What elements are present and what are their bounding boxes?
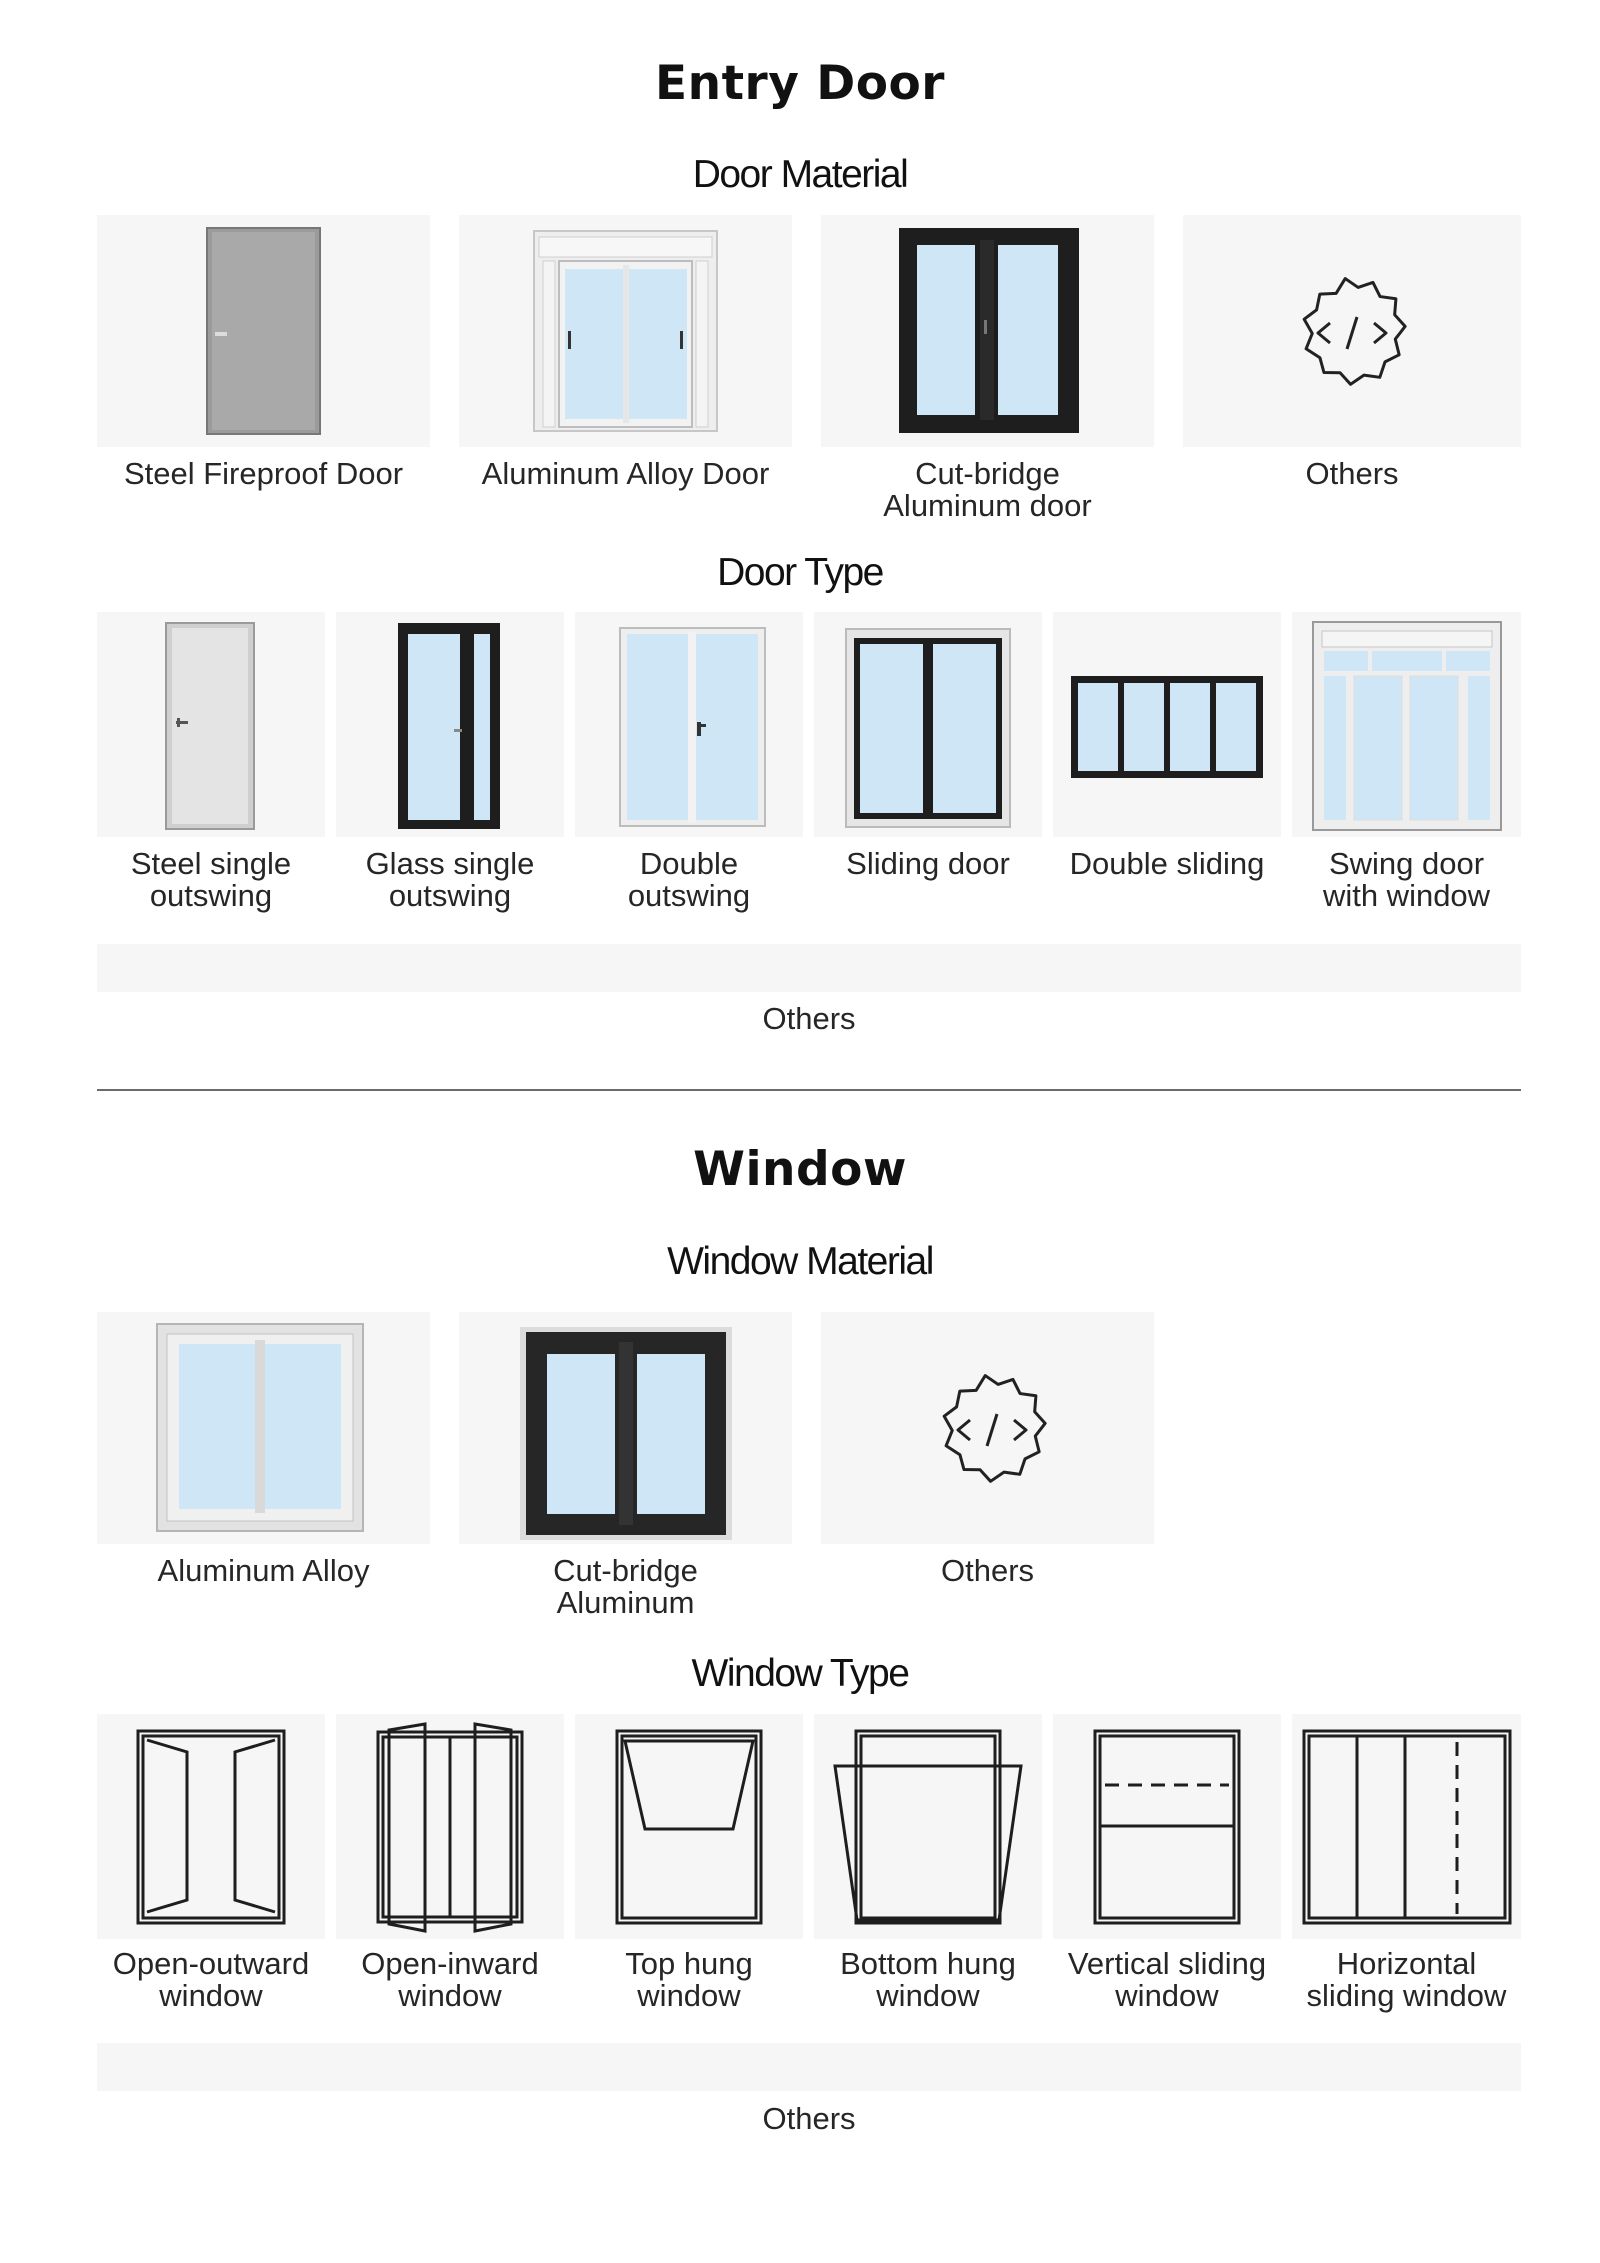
- sliding-door-icon: [814, 612, 1042, 837]
- door-type-caption-5: Double sliding: [1069, 846, 1265, 881]
- vertical-sliding-window-option[interactable]: [1053, 1714, 1281, 1939]
- window-type-caption-1: Open-outward window: [112, 1946, 310, 2013]
- others-door-material-option[interactable]: [1183, 215, 1521, 447]
- window-material-heading: Window Material: [667, 1240, 933, 1283]
- double-outswing-option[interactable]: [575, 612, 803, 837]
- window-type-others-bar[interactable]: [97, 2043, 1521, 2091]
- vertical-sliding-window-icon: [1053, 1714, 1281, 1939]
- window-material-caption-2: Cut-bridge Aluminum: [553, 1553, 698, 1620]
- double-sliding-option[interactable]: [1053, 612, 1281, 837]
- horizontal-sliding-window-option[interactable]: [1292, 1714, 1521, 1939]
- window-type-heading: Window Type: [691, 1652, 909, 1695]
- door-material-caption-4: Others: [1305, 456, 1399, 491]
- door-type-caption-1: Steel single outswing: [130, 846, 292, 913]
- steel-fireproof-door-option[interactable]: [97, 215, 430, 447]
- custom-gear-code-icon: [821, 1312, 1154, 1544]
- cut-bridge-window-icon: [459, 1312, 792, 1544]
- window-type-caption-5: Vertical sliding window: [1067, 1946, 1267, 2013]
- open-inward-window-option[interactable]: [336, 1714, 564, 1939]
- swing-door-with-window-option[interactable]: [1292, 612, 1521, 837]
- others-window-material-option[interactable]: [821, 1312, 1154, 1544]
- double-sliding-door-icon: [1053, 612, 1281, 837]
- door-type-caption-2: Glass single outswing: [365, 846, 535, 913]
- aluminum-door-icon: [459, 215, 792, 447]
- top-hung-window-icon: [575, 1714, 803, 1939]
- window-material-caption-1: Aluminum Alloy: [157, 1553, 370, 1588]
- door-type-others-bar[interactable]: [97, 944, 1521, 992]
- bottom-hung-window-icon: [814, 1714, 1042, 1939]
- door-material-caption-2: Aluminum Alloy Door: [481, 456, 770, 491]
- swing-door-window-icon: [1292, 612, 1521, 837]
- open-outward-window-option[interactable]: [97, 1714, 325, 1939]
- window-type-others-label[interactable]: Others: [762, 2101, 856, 2136]
- window-type-caption-3: Top hung window: [625, 1946, 753, 2013]
- window-type-caption-4: Bottom hung window: [840, 1946, 1016, 2013]
- bottom-hung-window-option[interactable]: [814, 1714, 1042, 1939]
- top-hung-window-option[interactable]: [575, 1714, 803, 1939]
- door-material-caption-1: Steel Fireproof Door: [123, 456, 404, 491]
- window-type-caption-6: Horizontal sliding window: [1306, 1946, 1507, 2013]
- section-divider: [97, 1089, 1521, 1091]
- door-type-caption-4: Sliding door: [846, 846, 1010, 881]
- window-title: Window: [693, 1142, 907, 1197]
- steel-single-door-icon: [97, 612, 325, 837]
- glass-single-door-icon: [336, 612, 564, 837]
- cut-bridge-door-icon: [821, 215, 1154, 447]
- open-inward-window-icon: [336, 1714, 564, 1939]
- steel-single-outswing-option[interactable]: [97, 612, 325, 837]
- door-type-others-label[interactable]: Others: [762, 1001, 856, 1036]
- open-outward-window-icon: [97, 1714, 325, 1939]
- aluminum-alloy-window-option[interactable]: [97, 1312, 430, 1544]
- double-outswing-door-icon: [575, 612, 803, 837]
- steel-door-icon: [97, 215, 430, 447]
- door-material-caption-3: Cut-bridge Aluminum door: [883, 456, 1092, 523]
- door-material-heading: Door Material: [692, 153, 908, 196]
- sliding-door-option[interactable]: [814, 612, 1042, 837]
- cut-bridge-aluminum-window-option[interactable]: [459, 1312, 792, 1544]
- window-material-caption-3: Others: [940, 1553, 1035, 1588]
- door-type-heading: Door Type: [717, 551, 883, 594]
- cut-bridge-aluminum-door-option[interactable]: [821, 215, 1154, 447]
- door-type-caption-3: Double outswing: [627, 846, 751, 913]
- entry-door-title: Entry Door: [655, 56, 945, 111]
- door-type-caption-6: Swing door with window: [1322, 846, 1491, 913]
- aluminum-window-icon: [97, 1312, 430, 1544]
- window-type-caption-2: Open-inward window: [361, 1946, 539, 2013]
- glass-single-outswing-option[interactable]: [336, 612, 564, 837]
- aluminum-alloy-door-option[interactable]: [459, 215, 792, 447]
- custom-gear-code-icon: [1183, 215, 1521, 447]
- horizontal-sliding-window-icon: [1292, 1714, 1521, 1939]
